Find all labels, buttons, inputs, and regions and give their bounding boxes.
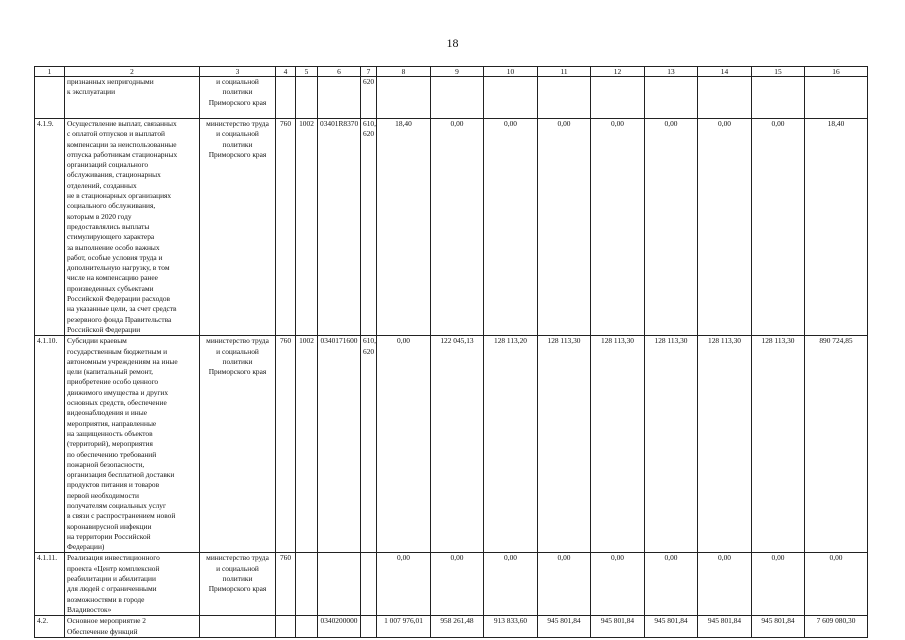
col-header: 6 [318,67,361,77]
amount-cell: 0,00 [484,553,538,616]
responsible-executor: министерство труда и социальной политики Приморского края [200,553,276,616]
amount-cell: 0,00 [431,553,484,616]
amount-cell: 945 801,84 [752,616,805,638]
amount-cell [377,77,431,119]
expense-type-code: 620 [361,77,377,119]
section-code: 1002 [296,119,318,336]
col-header: 7 [361,67,377,77]
row-number: 4.2. [35,616,65,638]
amount-cell: 0,00 [645,119,698,336]
total-cell: 7 609 080,30 [805,616,868,638]
amount-cell: 1 007 976,01 [377,616,431,638]
target-article-code: 0340200000 [318,616,361,638]
col-header: 13 [645,67,698,77]
col-header: 4 [276,67,296,77]
table-row [35,553,868,616]
col-header: 8 [377,67,431,77]
total-cell: 890 724,85 [805,336,868,553]
col-header: 9 [431,67,484,77]
amount-cell: 958 261,48 [431,616,484,638]
col-header: 5 [296,67,318,77]
grbs-code [276,77,296,119]
amount-cell: 945 801,84 [645,616,698,638]
section-code: 1002 [296,336,318,553]
amount-cell: 128 113,20 [484,336,538,553]
col-header: 3 [200,67,276,77]
amount-cell [484,77,538,119]
amount-cell: 913 833,60 [484,616,538,638]
col-header: 12 [591,67,645,77]
grbs-code: 760 [276,336,296,553]
amount-cell: 0,00 [752,119,805,336]
page-number: 18 [446,36,459,50]
amount-cell: 0,00 [591,119,645,336]
amount-cell [431,77,484,119]
col-header: 2 [65,67,200,77]
responsible-executor: министерство труда и социальной политики Приморского края [200,119,276,336]
activity-name: Реализация инвестиционного проекта «Центр комплексной реабилитации и абилитации для людей с ограниченными возможностями в городе Владивосток» [65,553,200,616]
expense-type-code: 610, 620 [361,336,377,553]
section-code [296,77,318,119]
col-header: 15 [752,67,805,77]
table-row [35,616,868,638]
grbs-code: 760 [276,119,296,336]
expense-type-code [361,616,377,638]
grbs-code [276,616,296,638]
target-article-code [318,77,361,119]
responsible-executor [200,616,276,638]
amount-cell [752,77,805,119]
amount-cell: 128 113,30 [538,336,591,553]
amount-cell: 0,00 [377,336,431,553]
row-number: 4.1.11. [35,553,65,616]
amount-cell: 945 801,84 [591,616,645,638]
target-article-code [318,553,361,616]
section-code [296,616,318,638]
activity-name: Основное мероприятие 2 Обеспечение функций [65,616,200,638]
activity-name: Осуществление выплат, связанных с оплатой отпусков и выплатой компенсации за неиспользованные отпуска работникам стационарных организаций социального обслуживания, стационарных отделений, созданных не в стационарных организациях социального обслуживания, которым в 2020 году предоставлялись выплаты стимулирующего характера за выполнение особо важных работ, особые условия труда и дополнительную нагрузку, в том числе на компенсацию ранее произведенных субъектами Российской Федерации расходов на указанные цели, за счет средств резервного фонда Правительства Российской Федерации [65,119,200,336]
expense-type-code: 610, 620 [361,119,377,336]
col-header: 10 [484,67,538,77]
row-number: 4.1.10. [35,336,65,553]
amount-cell: 128 113,30 [645,336,698,553]
amount-cell: 0,00 [698,553,752,616]
amount-cell: 18,40 [377,119,431,336]
amount-cell: 945 801,84 [538,616,591,638]
amount-cell: 0,00 [538,553,591,616]
total-cell: 18,40 [805,119,868,336]
amount-cell: 0,00 [538,119,591,336]
responsible-executor: министерство труда и социальной политики Приморского края [200,336,276,553]
amount-cell [591,77,645,119]
amount-cell: 128 113,30 [591,336,645,553]
col-header: 1 [35,67,65,77]
amount-cell: 128 113,30 [752,336,805,553]
col-header: 16 [805,67,868,77]
row-number [35,77,65,119]
target-article-code: 0340171600 [318,336,361,553]
amount-cell [698,77,752,119]
section-code [296,553,318,616]
amount-cell: 0,00 [591,553,645,616]
grbs-code: 760 [276,553,296,616]
amount-cell: 0,00 [377,553,431,616]
table-row [35,77,868,119]
amount-cell [645,77,698,119]
table-row [35,119,868,336]
amount-cell: 128 113,30 [698,336,752,553]
amount-cell: 0,00 [698,119,752,336]
amount-cell: 945 801,84 [698,616,752,638]
activity-name: Субсидии краевым государственным бюджетным и автономным учреждениям на иные цели (капитальный ремонт, приобретение особо ценного движимого имущества и других основных средств, обеспечение видеонаблюдения и иные мероприятия, направленные на защищенность объектов (территорий), мероприятия по обеспечению требований пожарной безопасности, организация бесплатной доставки продуктов питания и товаров первой необходимости получателям социальных услуг в связи с распространением новой коронавирусной инфекции на территории Российской Федерации) [65,336,200,553]
budget-table [34,66,868,638]
amount-cell: 0,00 [752,553,805,616]
amount-cell: 0,00 [431,119,484,336]
amount-cell: 122 045,13 [431,336,484,553]
table-row [35,336,868,553]
activity-name: признанных непригодными к эксплуатации [65,77,200,119]
amount-cell [538,77,591,119]
col-header: 14 [698,67,752,77]
col-header: 11 [538,67,591,77]
amount-cell: 0,00 [645,553,698,616]
expense-type-code [361,553,377,616]
amount-cell: 0,00 [484,119,538,336]
responsible-executor: и социальной политики Приморского края [200,77,276,119]
column-number-row [35,67,868,77]
target-article-code: 03401R8370 [318,119,361,336]
total-cell: 0,00 [805,553,868,616]
row-number: 4.1.9. [35,119,65,336]
total-cell [805,77,868,119]
